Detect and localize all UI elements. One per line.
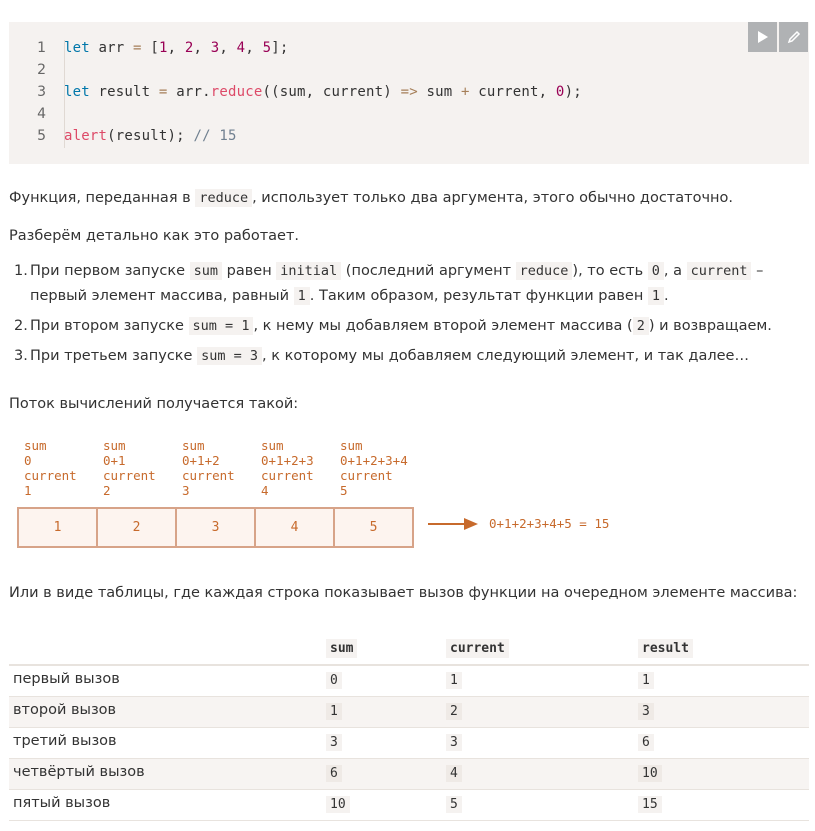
flow-column-label: sum 0+1 current 2 (103, 438, 156, 498)
flow-column-label: sum 0+1+2+3+4 current 5 (340, 438, 408, 498)
arrow-icon (428, 516, 480, 532)
explanation-paragraph: Разберём детально как это работает. (9, 228, 300, 244)
table-intro: Или в виде таблицы, где каждая строка показывает вызов функции на очередном элементе массива: (9, 585, 798, 601)
table-row: третий вызов 3 3 6 (9, 728, 809, 759)
array-cell: 3 (176, 507, 255, 548)
code-example (9, 22, 809, 164)
flow-title: Поток вычислений получается такой: (9, 396, 299, 412)
play-icon (757, 30, 769, 44)
code-line-5: alert(result); // 15 (64, 128, 237, 144)
array-cells (17, 507, 414, 548)
column-header: sum (326, 639, 357, 658)
table-row: первый вызов 0 1 1 (9, 666, 809, 697)
edit-button[interactable] (779, 22, 808, 52)
array-cell: 1 (17, 507, 97, 548)
intro-paragraph: Функция, переданная в reduce , использует только два аргумента, этого обычно достаточно. (9, 190, 733, 206)
list-item: 3. При третьем запуске sum = 3 , к которому мы добавляем следующий элемент, и так далее… (14, 348, 749, 364)
calls-table (9, 636, 809, 821)
line-number: 2 (37, 62, 46, 78)
flow-column-label: sum 0+1+2 current 3 (182, 438, 235, 498)
line-number: 3 (37, 84, 46, 100)
line-number: 4 (37, 106, 46, 122)
line-number: 5 (37, 128, 46, 144)
line-number: 1 (37, 40, 46, 56)
pencil-icon (787, 30, 801, 44)
line-number-gutter (9, 22, 55, 164)
column-header: result (638, 639, 693, 658)
list-item: 2. При втором запуске sum = 1 , к нему мы добавляем второй элемент массива ( 2 ) и возвращаем. (14, 318, 772, 334)
flow-column-label: sum 0 current 1 (24, 438, 77, 498)
table-row: второй вызов 1 2 3 (9, 697, 809, 728)
table-row: четвёртый вызов 6 4 10 (9, 759, 809, 790)
array-cell: 5 (334, 507, 414, 548)
array-cell: 4 (255, 507, 334, 548)
list-item: 1. При первом запуске sum равен initial (последний аргумент reduce ), то есть 0 , а current – первый элемент массива, равный 1 . Таким образом, результат функции равен 1 . (14, 263, 764, 304)
inline-code: reduce (195, 189, 252, 207)
flow-result: 0+1+2+3+4+5 = 15 (489, 516, 610, 531)
run-button[interactable] (748, 22, 777, 52)
code-line-1: let arr = [1, 2, 3, 4, 5]; (64, 40, 289, 56)
column-header: current (446, 639, 509, 658)
code-line-3: let result = arr.reduce((sum, current) => sum + current, 0); (64, 84, 582, 100)
table-row: пятый вызов 10 5 15 (9, 790, 809, 821)
flow-column-label: sum 0+1+2+3 current 4 (261, 438, 314, 498)
array-cell: 2 (97, 507, 176, 548)
table-header (9, 636, 809, 666)
